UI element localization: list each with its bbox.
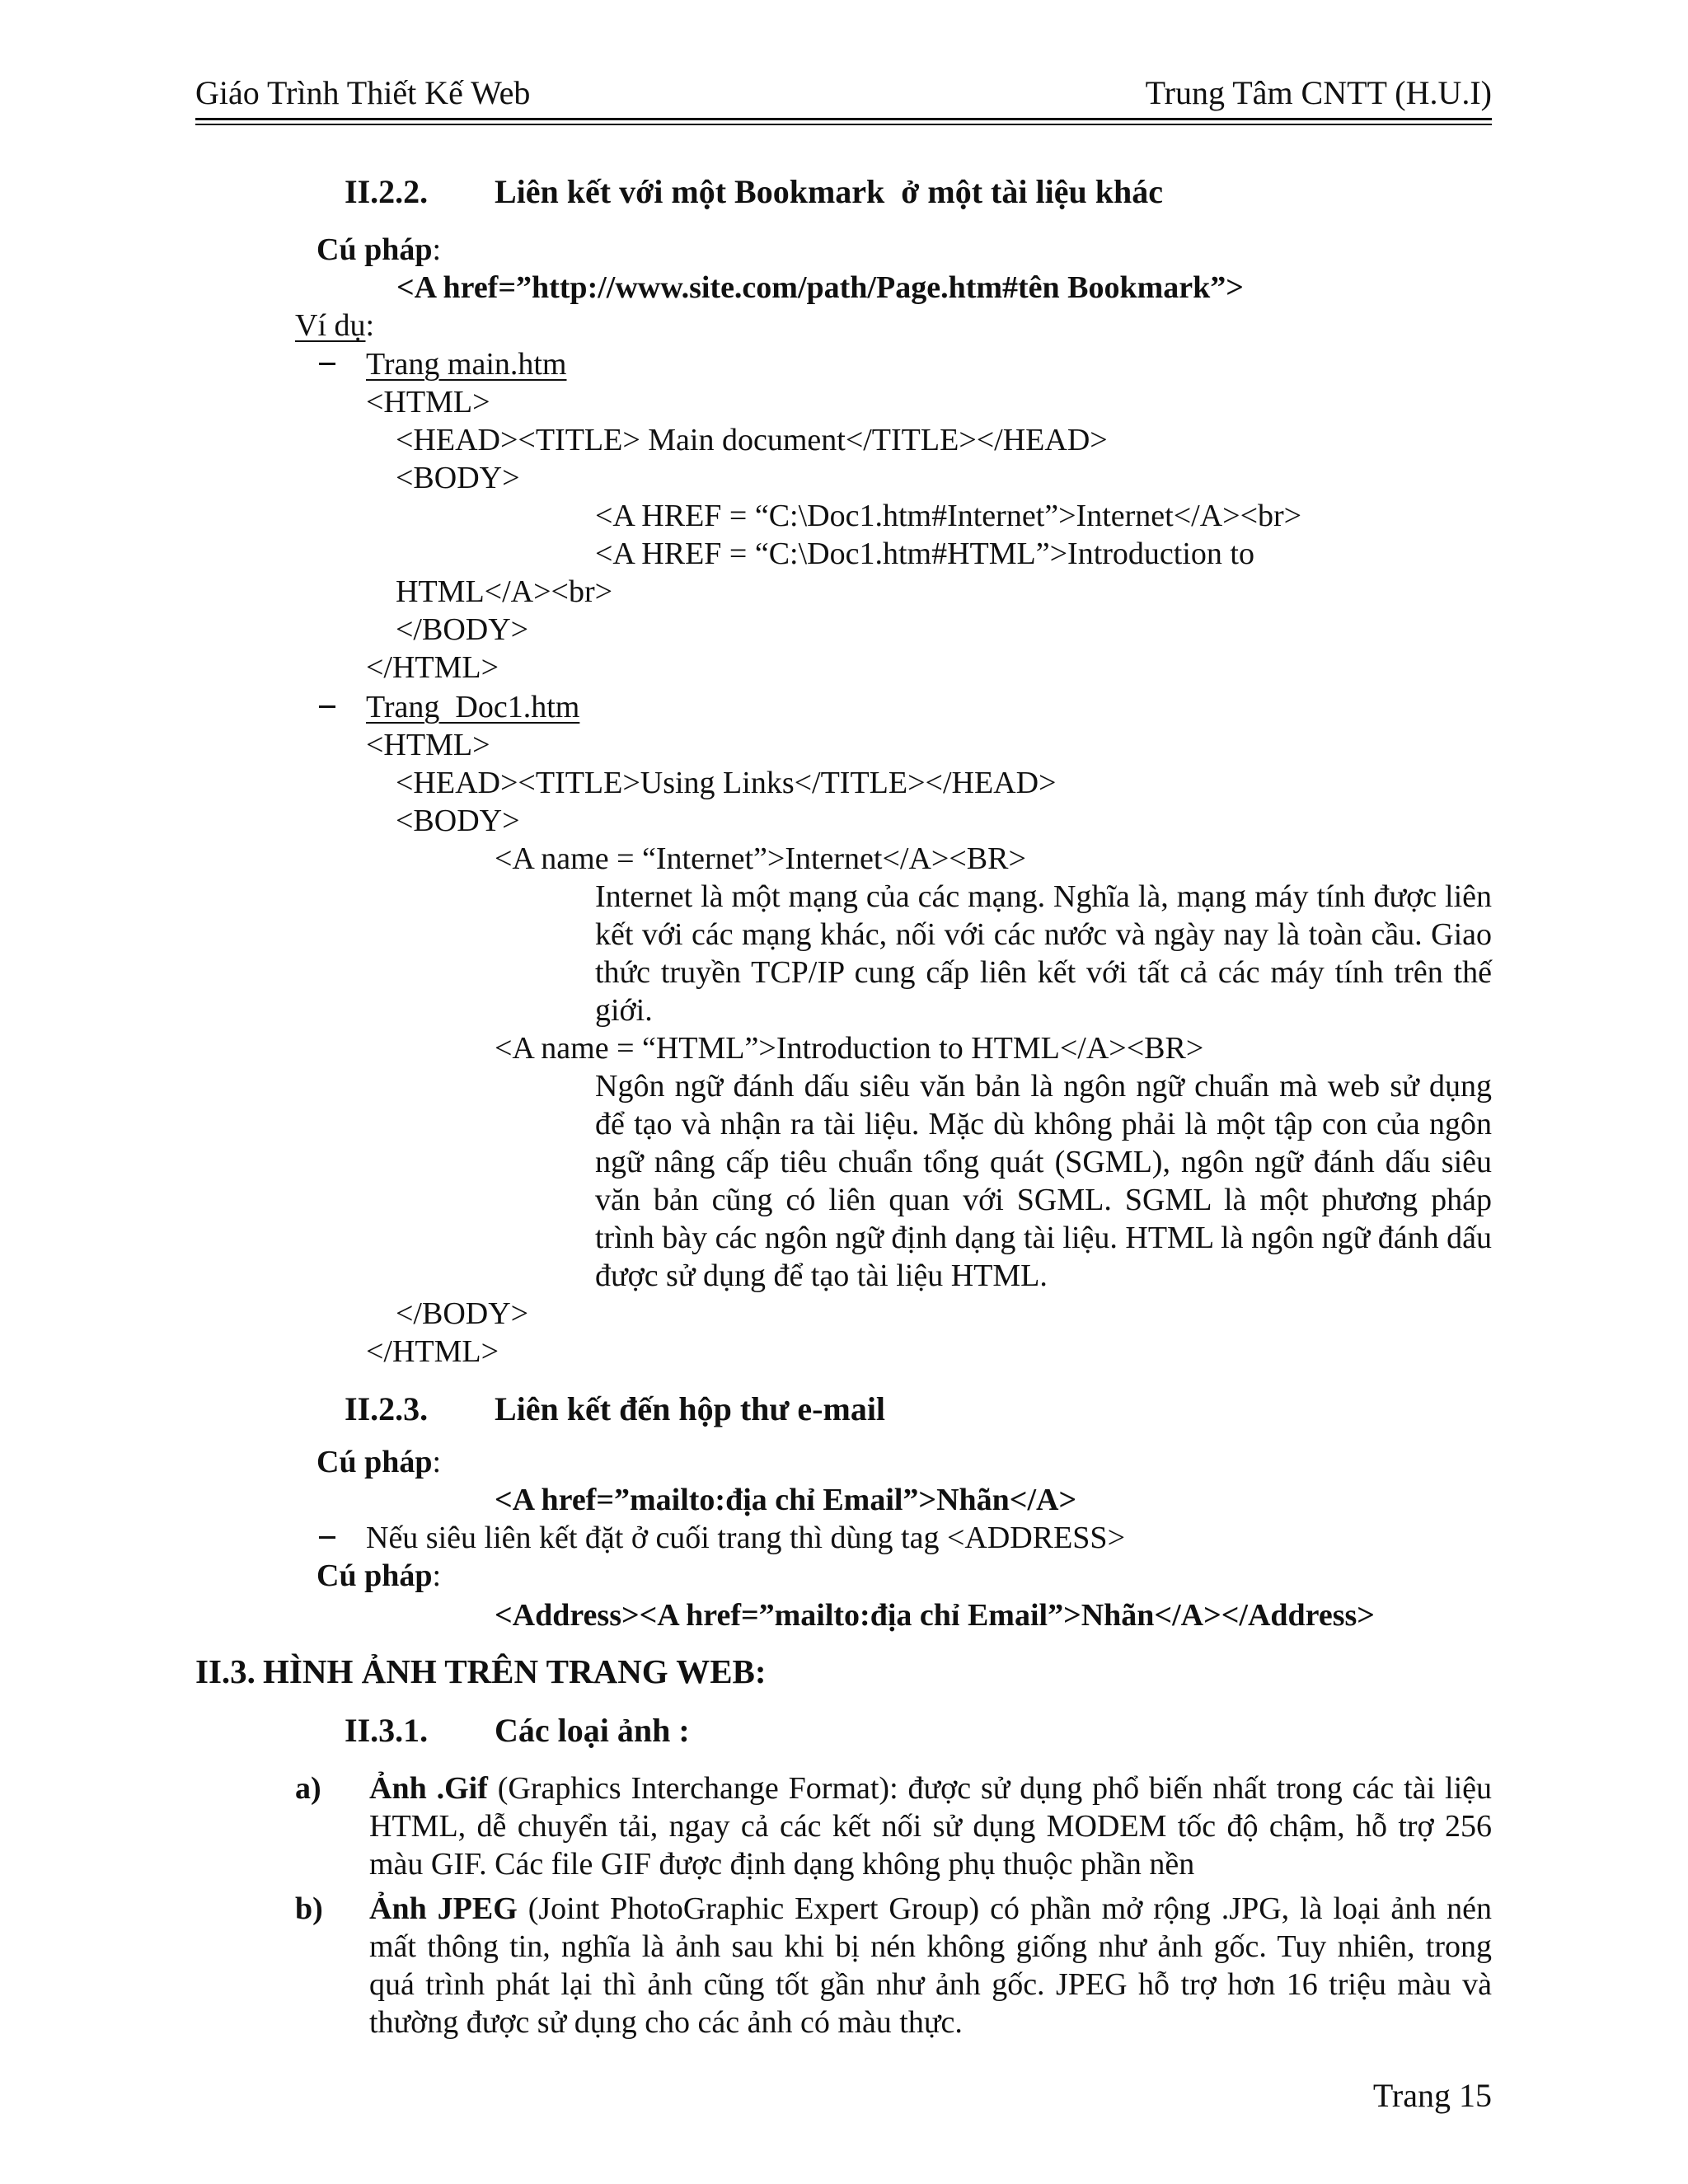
code-line: <BODY> — [396, 461, 520, 495]
section-223-title: Liên kết đến hộp thư e-mail — [495, 1390, 886, 1427]
section-23-number: II.3. — [195, 1652, 256, 1690]
jpeg-description: (Joint PhotoGraphic Expert Group) có phần mở rộng .JPG, là loại ảnh nén mất thông tin, nghĩa là ảnh sau khi bị nén không giống như ảnh gốc. Tuy nhiên, trong quá trình phát lại thì ảnh cũng tốt gần như ảnh gốc. JPEG hỗ trợ hơn 16 triệu màu và thường được sử dụng cho các ảnh có màu thực. — [369, 1891, 1493, 2040]
section-223-number: II.2.3. — [345, 1390, 429, 1427]
header-right: Trung Tâm CNTT (H.U.I) — [1145, 74, 1492, 111]
example-label — [295, 307, 374, 344]
code-line: </HTML> — [366, 1334, 499, 1369]
example-label-text: Ví dụ — [295, 308, 366, 343]
section-23-title: HÌNH ẢNH TRÊN TRANG WEB: — [263, 1652, 767, 1690]
bullet-dash — [319, 363, 335, 365]
header-rule-thick — [195, 118, 1492, 120]
list-marker-a: a) — [295, 1771, 321, 1806]
header-rule-thin — [195, 124, 1492, 125]
syntax-code-bookmark: <A href=”http://www.site.com/path/Page.htm#tên Bookmark”> — [396, 270, 1244, 305]
section-222-title: Liên kết với một Bookmark ở một tài liệu khác — [495, 173, 1163, 210]
paragraph-html: Ngôn ngữ đánh dấu siêu văn bản là ngôn ngữ chuẩn mà web sử dụng để tạo và nhận ra tài liệu. Mặc dù không phải là một tập con của ngôn ngữ nâng cấp tiêu chuẩn tổng quát (SGML), ngôn ngữ đánh dấu siêu văn bản cũng có liên quan với SGML. SGML là một phương pháp trình bày các ngôn ngữ định dạng tài liệu. HTML là ngôn ngữ đánh dấu được sử dụng để tạo tài liệu HTML. — [595, 1069, 1492, 1293]
code-line: <HTML> — [366, 728, 490, 762]
code-line: HTML</A><br> — [396, 574, 613, 609]
gif-description: (Graphics Interchange Format): được sử dụng phổ biến nhất trong các tài liệu HTML, dễ chuyển tải, ngay cả các kết nối sử dụng MODEM tốc độ chậm, hỗ trợ 256 màu GIF. Các file GIF được định dạng không phụ thuộc phần nền — [369, 1771, 1492, 1882]
note-address-tag: Nếu siêu liên kết đặt ở cuối trang thì dùng tag <ADDRESS> — [366, 1521, 1125, 1555]
syntax-label-3 — [316, 1557, 441, 1595]
header-left: Giáo Trình Thiết Kế Web — [195, 74, 531, 111]
syntax-label-text: Cú pháp — [316, 232, 433, 267]
list-marker-b: b) — [295, 1891, 323, 1926]
syntax-label-text: Cú pháp — [316, 1558, 433, 1593]
section-222-number: II.2.2. — [345, 173, 429, 210]
code-line: </BODY> — [396, 612, 529, 647]
jpeg-term: Ảnh JPEG — [369, 1891, 518, 1926]
list-item-jpeg — [369, 1890, 1492, 2041]
syntax-code-mailto: <A href=”mailto:địa chỉ Email”>Nhãn</A> — [495, 1483, 1077, 1517]
section-231-number: II.3.1. — [345, 1712, 429, 1749]
bullet-dash — [319, 1536, 335, 1539]
syntax-colon: : — [432, 1558, 442, 1593]
bullet-dash — [319, 705, 335, 708]
page-number: Trang 15 — [1372, 2077, 1492, 2114]
code-line: <HTML> — [366, 385, 490, 419]
example-colon: : — [365, 308, 375, 343]
syntax-label-1 — [316, 231, 441, 269]
code-line: <A name = “Internet”>Internet</A><BR> — [495, 841, 1026, 876]
code-line: <HEAD><TITLE>Using Links</TITLE></HEAD> — [396, 766, 1057, 800]
code-line: <A HREF = “C:\Doc1.htm#HTML”>Introduction to — [595, 537, 1254, 571]
code-line: <BODY> — [396, 804, 520, 838]
code-line: <A name = “HTML”>Introduction to HTML</A><BR> — [495, 1031, 1204, 1066]
section-231-title: Các loại ảnh : — [495, 1712, 690, 1749]
code-line: <HEAD><TITLE> Main document</TITLE></HEAD> — [396, 423, 1108, 457]
syntax-code-address: <Address><A href=”mailto:địa chỉ Email”>Nhãn</A></Address> — [495, 1598, 1375, 1633]
syntax-colon: : — [432, 1445, 442, 1479]
syntax-label-2 — [316, 1443, 441, 1481]
item-doc1-htm-title: Trang Doc1.htm — [366, 690, 580, 724]
code-line: <A HREF = “C:\Doc1.htm#Internet”>Internet</A><br> — [595, 499, 1302, 533]
paragraph-internet: Internet là một mạng của các mạng. Nghĩa là, mạng máy tính được liên kết với các mạng khác, nối với các nước và ngày nay là toàn cầu. Giao thức truyền TCP/IP cung cấp liên kết với tất cả các máy tính trên thế giới. — [595, 879, 1492, 1028]
syntax-colon: : — [432, 232, 442, 267]
item-main-htm-title: Trang main.htm — [366, 347, 567, 382]
code-line: </HTML> — [366, 650, 499, 685]
code-line: </BODY> — [396, 1296, 529, 1331]
list-item-gif — [369, 1769, 1492, 1883]
gif-term: Ảnh .Gif — [369, 1771, 488, 1806]
syntax-label-text: Cú pháp — [316, 1445, 433, 1479]
